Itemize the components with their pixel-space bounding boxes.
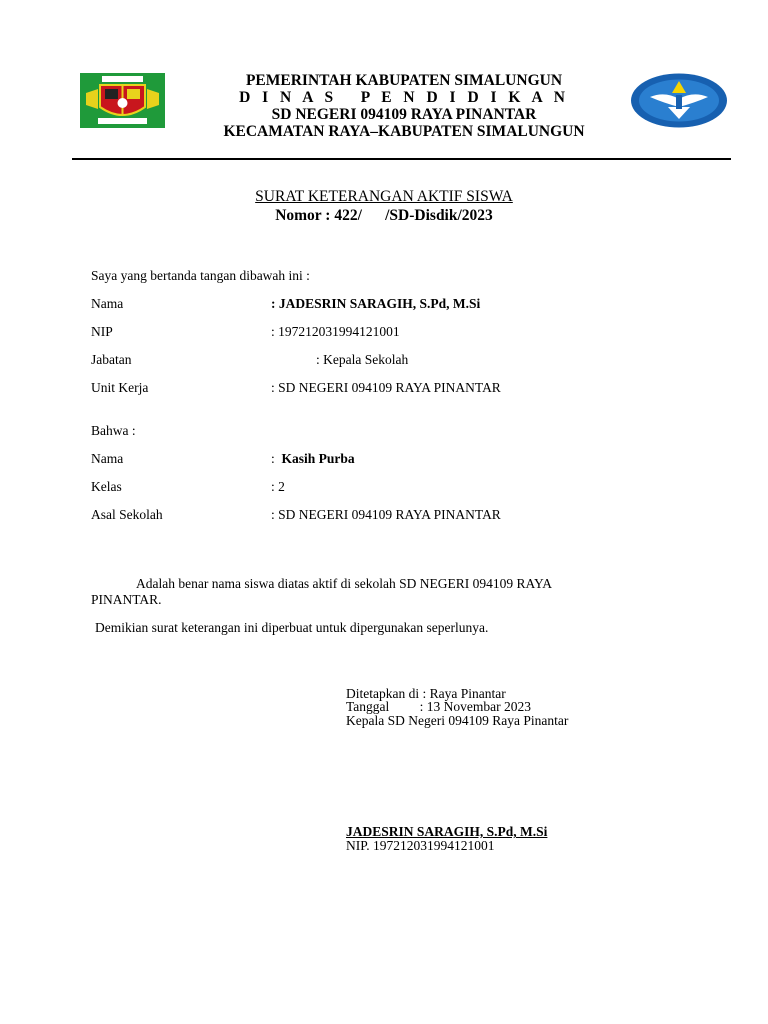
signature-name: JADESRIN SARAGIH, S.Pd, M.Si (346, 824, 548, 839)
statement-line-2: PINANTAR. (91, 592, 162, 607)
signer-name-value: : JADESRIN SARAGIH, S.Pd, M.Si (271, 296, 481, 311)
student-name-row (271, 451, 355, 467)
student-name-label: Nama (91, 451, 124, 466)
header-line-school: SD NEGERI 094109 RAYA PINANTAR (271, 106, 537, 123)
statement-line-1: Adalah benar nama siswa diatas aktif di sekolah SD NEGERI 094109 RAYA (136, 576, 553, 591)
student-class-value: : 2 (271, 479, 285, 494)
student-school-label: Asal Sekolah (91, 507, 163, 522)
ditetapkan-line: Ditetapkan di : Raya Pinantar (346, 686, 506, 701)
simalungun-emblem-logo (80, 73, 165, 128)
header-line-kecamatan: KECAMATAN RAYA–KABUPATEN SIMALUNGUN (223, 123, 585, 140)
tut-wuri-handayani-logo (630, 73, 728, 128)
signer-jabatan-label: Jabatan (91, 352, 132, 367)
student-school-value: : SD NEGERI 094109 RAYA PINANTAR (271, 507, 501, 522)
document-number: Nomor : 422/ /SD-Disdik/2023 (275, 207, 493, 224)
student-name-value: Kasih Purba (281, 451, 355, 466)
header-divider (72, 158, 731, 160)
closing-statement: Demikian surat keterangan ini diperbuat untuk dipergunakan seperlunya. (95, 620, 489, 635)
signer-nip-label: NIP (91, 324, 113, 339)
student-name-colon: : (271, 451, 275, 466)
signer-unit-label: Unit Kerja (91, 380, 149, 395)
title-heading: SURAT KETERANGAN AKTIF SISWA (255, 188, 513, 205)
intro-text: Saya yang bertanda tangan dibawah ini : (91, 268, 310, 283)
signer-name-label: Nama (91, 296, 124, 311)
signer-nip-value: : 197212031994121001 (271, 324, 400, 339)
document-title (0, 188, 768, 206)
student-class-label: Kelas (91, 479, 122, 494)
signer-jabatan-value: : Kepala Sekolah (316, 352, 409, 367)
header-line-dinas: D I N A S P E N D I D I K A N (239, 89, 569, 106)
signer-position-line: Kepala SD Negeri 094109 Raya Pinantar (346, 713, 569, 728)
signature-nip: NIP. 197212031994121001 (346, 838, 495, 853)
signer-unit-value: : SD NEGERI 094109 RAYA PINANTAR (271, 380, 501, 395)
bahwa-label: Bahwa : (91, 423, 136, 438)
header-line-pemerintah: PEMERINTAH KABUPATEN SIMALUNGUN (245, 72, 563, 89)
tanggal-line: Tanggal : 13 Novembar 2023 (346, 699, 532, 714)
